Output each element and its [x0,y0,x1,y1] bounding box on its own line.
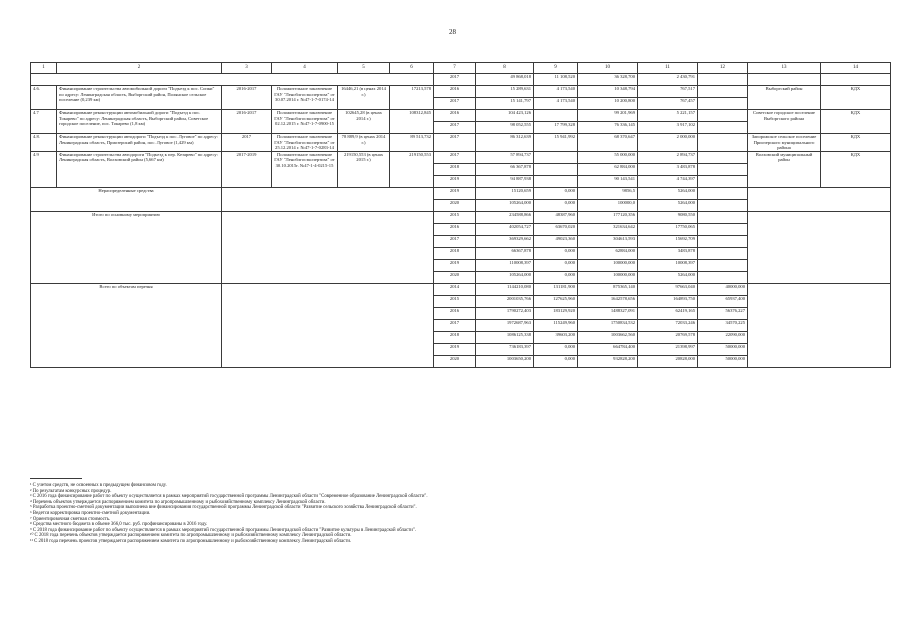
cell-other [698,175,748,187]
cell-total: 104 423,126 [476,110,534,122]
item-cost: 78 889,9 (в ценах 2014 г.) [338,134,390,152]
cell-federal: 0,000 [534,343,578,355]
cell-federal: 17 799,328 [534,122,578,134]
item-recipient: Запорожское сельское поселение Приозерского муниципального района [748,134,821,152]
item-cost: 16446,21 (в ценах 2014 г.) [338,86,390,110]
unallocated-label: Нераспределенные средства [31,187,222,211]
cell-regional: 304613,593 [578,235,638,247]
item-expertise: Положительное заключение ГАУ "Леноблгосэкспертиза" от 25.12.2014 г. №47-1-7-0283-14 [272,134,338,152]
footnote: ³ С 2016 года финансирование работ по объекту осуществляется в рамках мероприятий государственной программы Ленинградской области "Современное образование Ленинградской области". [30,494,428,500]
cell-year: 2019 [434,343,476,355]
cell-total: 2001035,766 [476,295,534,307]
cell-total: 736183,397 [476,343,534,355]
grand-total-row [31,283,891,295]
cell-year: 2016 [434,110,476,122]
item-recipient: Советское городское поселение Выборгского района [748,110,821,134]
column-number-3: 3 [222,63,272,74]
cell-year: 2017 [434,235,476,247]
item-period: 2016-2017 [222,86,272,110]
cell-federal: 4 173,540 [534,86,578,98]
table-row [31,134,891,152]
column-number-13: 13 [748,63,821,74]
cell-federal: 15 941,992 [534,134,578,152]
cell-total: 1144210,080 [476,283,534,295]
column-number-1: 1 [31,63,57,74]
cell-blank [31,74,434,86]
cell-local: 10008,397 [638,259,698,271]
item-number: 4.8. [31,134,57,152]
footnote: ¹¹ С 2018 года перечень проектов утверждается распоряжением комитета по агропромышленному и рыбохозяйственному комплексу Ленинградской области. [30,538,352,544]
cell-other [698,223,748,235]
cell-blank [222,211,434,283]
cell-federal: 0,000 [534,271,578,283]
cell-year: 2018 [434,163,476,175]
cell-federal: 11 108,520 [534,74,578,86]
cell-total: 57 894,737 [476,151,534,163]
cell-regional: 36 328,700 [578,74,638,86]
cell-year: 2017 [434,74,476,86]
cell-other: 65937,400 [698,295,748,307]
cell-regional: 1488327,091 [578,307,638,319]
column-number-11: 11 [638,63,698,74]
cell-total: 15120,659 [476,187,534,199]
cell-year: 2020 [434,199,476,211]
cell-federal: 39603,200 [534,331,578,343]
cell-other: 50000,000 [698,343,748,355]
item-name: Финансирование строительства автодороги "Подъезд к пер. Кезарево" по адресу: Ленинградская область, Волховский район (5,667 км) [57,151,222,187]
footnotes [30,478,840,545]
cell-total: 110008,397 [476,259,534,271]
cell-year: 2015 [434,295,476,307]
cell-total: 98 052,555 [476,122,534,134]
cell-local: 2 894,737 [638,151,698,163]
cell-federal: 0,000 [534,259,578,271]
cell-federal: 4 173,540 [534,98,578,110]
item-recipient: Волховский муниципальный район [748,151,821,187]
page-number: 28 [449,28,456,36]
item-number: 4.7 [31,110,57,134]
cell-other: 22090,000 [698,331,748,343]
cell-other [698,110,748,122]
cell-regional: 9856,5 [578,187,638,199]
item-number: 4.6. [31,86,57,110]
cell-regional: 100000,000 [578,271,638,283]
cell-local: 5264,000 [638,199,698,211]
cell-other [698,151,748,163]
item-period: 2017 [222,134,272,152]
item-name: Финансирование строительства автомобильной дороги "Подъезд к пос. Сопки" по адресу: Ленинградская область, Выборгский район, Полянское сельское поселение (0,239 км) [57,86,222,110]
item-expertise: Положительное заключение ГАУ "Леноблгосэкспертиза" от 30.10.2015г. №47-1-4-0215-15 [272,151,338,187]
item-cost: 219150,553 (в ценах 2015 г.) [338,151,390,187]
cell-local: 5264,000 [638,187,698,199]
cell-regional: 100000,000 [578,259,638,271]
cell-local: 2 000,000 [638,134,698,152]
cell-local: 20828,000 [638,355,698,367]
cell-total: 369329,662 [476,235,534,247]
column-number-2: 2 [57,63,222,74]
cell-total: 86 312,639 [476,134,534,152]
cell-blank [222,187,434,211]
cell-regional: 62 884,000 [578,163,638,175]
cell-regional: 10 348,794 [578,86,638,98]
cell-regional: 932828,200 [578,355,638,367]
item-executor: КДХ [821,110,891,134]
cell-regional: 664784,400 [578,343,638,355]
cell-local: 97663,040 [638,283,698,295]
cell-year: 2019 [434,175,476,187]
cell-other: 56376,227 [698,307,748,319]
program-table [30,62,891,368]
column-number-12: 12 [698,63,748,74]
cell-year: 2018 [434,247,476,259]
cell-regional: 68 370,647 [578,134,638,152]
cell-total: 1972687,963 [476,319,534,331]
cell-regional: 1003662,560 [578,331,638,343]
cell-regional: 99 201,969 [578,110,638,122]
cell-year: 2016 [434,223,476,235]
cell-local: 15692,709 [638,235,698,247]
header-row [31,63,891,74]
cell-local: 5 221,157 [638,110,698,122]
cell-federal: 0,000 [534,187,578,199]
column-number-7: 7 [434,63,476,74]
cell-other [698,122,748,134]
cell-year: 2020 [434,271,476,283]
cell-regional: 875365,140 [578,283,638,295]
cell-other: 34570,225 [698,319,748,331]
cell-other [698,134,748,152]
table-row [31,151,891,163]
column-number-9: 9 [534,63,578,74]
main-total-row [31,211,891,223]
footnote: ¹⁰ С 2018 года перечень объектов утверждается распоряжением комитета по агропромышленному и рыбохозяйственному комплексу Ленинградской области. [30,533,352,539]
cell-year: 2019 [434,187,476,199]
cell-total: 66 367,878 [476,163,534,175]
footnote: ⁹ С 2018 года финансирование работ по объекту осуществляется в рамках мероприятий государственной программы Ленинградской области "Развитие культуры в Ленинградской области". [30,527,417,533]
cell-other: 50000,000 [698,355,748,367]
item-estimate: 89 513,732 [390,134,434,152]
item-recipient: Выборгский район [748,86,821,110]
cell-year: 2016 [434,307,476,319]
cell-local: 3 483,878 [638,163,698,175]
cell-federal: 115249,960 [534,319,578,331]
cell-other [698,187,748,199]
cell-federal: 0,000 [534,355,578,367]
footnote: ⁵ Разработка проектно-сметной документации выполнена вне финансирования государственной программы Ленинградской области "Развитие сельского хозяйства Ленинградской области". [30,505,417,511]
cell-year: 2019 [434,259,476,271]
cell-federal: 0,000 [534,199,578,211]
cell-blank [748,211,891,283]
cell-year: 2014 [434,283,476,295]
cell-federal: 183129,920 [534,307,578,319]
column-number-10: 10 [578,63,638,74]
cell-year: 2015 [434,211,476,223]
cell-federal [534,151,578,163]
footnote: ⁸ Средства местного бюджета в объеме 366,0 тыс. руб. профинансированы в 2016 году. [30,522,208,528]
item-estimate: 17213,578 [390,86,434,110]
cell-local: 21398,997 [638,343,698,355]
cell-regional: 62884,000 [578,247,638,259]
footnote: ⁴ Перечень объектов утверждается распоряжением комитета по агропромышленному и рыбохозяйственному комплексу Ленинградской области. [30,499,326,505]
cell-other [698,74,748,86]
cell-total: 94 887,938 [476,175,534,187]
cell-other [698,271,748,283]
cell-regional: 321634,642 [578,223,638,235]
cell-local: 17750,065 [638,223,698,235]
cell-other [698,247,748,259]
cell-local: 9080,550 [638,211,698,223]
cell-other: 40000,000 [698,283,748,295]
cell-total: 1790272,403 [476,307,534,319]
item-cost: 102645,28 (в ценах 2014 г.) [338,110,390,134]
cell-regional: 1750834,532 [578,319,638,331]
cell-total: 1086125,338 [476,331,534,343]
grand-total-label: Всего по объектам перечня [31,283,222,367]
cell-local: 767,517 [638,86,698,98]
cell-federal [534,110,578,122]
cell-federal [534,163,578,175]
footnote-separator [30,478,82,479]
cell-total: 66367,878 [476,247,534,259]
cell-local: 4 744,397 [638,175,698,187]
cell-federal: 0,000 [534,247,578,259]
footnote: ² По результатам конкурсных процедур. [30,488,112,494]
item-estimate: 108312,845 [390,110,434,134]
cell-recipient [748,74,821,86]
cell-total: 15 289,631 [476,86,534,98]
cell-local: 164893,750 [638,295,698,307]
table-row [31,86,891,98]
cell-federal: 48387,960 [534,211,578,223]
cell-federal: 127625,960 [534,295,578,307]
item-name: Финансирование реконструкции автомобильной дороги "Подъезд к пос. Токарево" по адресу: Ленинградская область, Выборгский район, Советское городское поселение, пос. Токарево (1,8 км) [57,110,222,134]
cell-regional: 100000,0 [578,199,638,211]
item-period: 2017-2019 [222,151,272,187]
cell-regional: 10 200,800 [578,98,638,110]
item-period: 2016-2017 [222,110,272,134]
cell-federal: 63670,020 [534,223,578,235]
cell-total: 402054,727 [476,223,534,235]
cell-total: 49 868,018 [476,74,534,86]
cell-year: 2018 [434,331,476,343]
cell-total: 105264,000 [476,199,534,211]
cell-local: 20769,578 [638,331,698,343]
cell-regional: 76 336,145 [578,122,638,134]
item-name: Финансирование реконструкции автодороги "Подъезд к пос. Луговое" по адресу: Ленинградская область, Приозерский район, пос. Луговое (1,429 км) [57,134,222,152]
cell-year: 2017 [434,134,476,152]
item-executor: КДХ [821,86,891,110]
cell-blank [748,187,891,211]
cell-regional: 1642578,656 [578,295,638,307]
cell-executor [821,74,891,86]
cell-federal: 131181,900 [534,283,578,295]
main-total-label: Итого по основному мероприятию [31,211,222,283]
table-row [31,74,891,86]
item-estimate: 219150,553 [390,151,434,187]
table-row [31,110,891,122]
footnote: ⁶ Ведется корректировка проектно-сметной документации. [30,510,151,516]
cell-federal [534,175,578,187]
item-executor: КДХ [821,134,891,152]
cell-total: 15 141,797 [476,98,534,110]
column-number-8: 8 [476,63,534,74]
cell-year: 2017 [434,151,476,163]
column-number-6: 6 [390,63,434,74]
item-expertise: Положительное заключение ГАУ "Леноблгосэкспертиза" от 30.07.2014 г. №47-1-7-0174-14 [272,86,338,110]
cell-other [698,163,748,175]
cell-local: 72033,246 [638,319,698,331]
item-expertise: Положительное заключение ГАУ "Леноблгосэкспертиза" от 02.12.2015 г. №47-1-7-0900-15 [272,110,338,134]
footnote: ⁷ Ориентировочная сметная стоимость. [30,516,111,522]
cell-local: 767,457 [638,98,698,110]
cell-blank [748,283,891,367]
cell-total: 1003650,200 [476,355,534,367]
column-number-14: 14 [821,63,891,74]
cell-other [698,199,748,211]
cell-regional: 90 143,541 [578,175,638,187]
column-number-5: 5 [338,63,390,74]
cell-year: 2016 [434,86,476,98]
cell-other [698,86,748,98]
footnote: ¹ С учетом средств, не освоенных в предыдущем финансовом году. [30,483,167,488]
item-number: 4.9 [31,151,57,187]
cell-local: 62419,165 [638,307,698,319]
cell-regional: 177120,356 [578,211,638,223]
cell-year: 2017 [434,319,476,331]
cell-total: 234588,866 [476,211,534,223]
cell-year: 2017 [434,98,476,110]
cell-year: 2017 [434,122,476,134]
cell-year: 2020 [434,355,476,367]
cell-local: 3 917,102 [638,122,698,134]
cell-local: 3483,878 [638,247,698,259]
cell-total: 105264,000 [476,271,534,283]
cell-regional: 55 000,000 [578,151,638,163]
cell-federal: 49023,360 [534,235,578,247]
cell-local: 2 430,791 [638,74,698,86]
cell-local: 5264,000 [638,271,698,283]
item-executor: КДХ [821,151,891,187]
unallocated-row [31,187,891,199]
cell-blank [222,283,434,367]
cell-other [698,98,748,110]
cell-other [698,259,748,271]
cell-other [698,211,748,223]
cell-other [698,235,748,247]
column-number-4: 4 [272,63,338,74]
